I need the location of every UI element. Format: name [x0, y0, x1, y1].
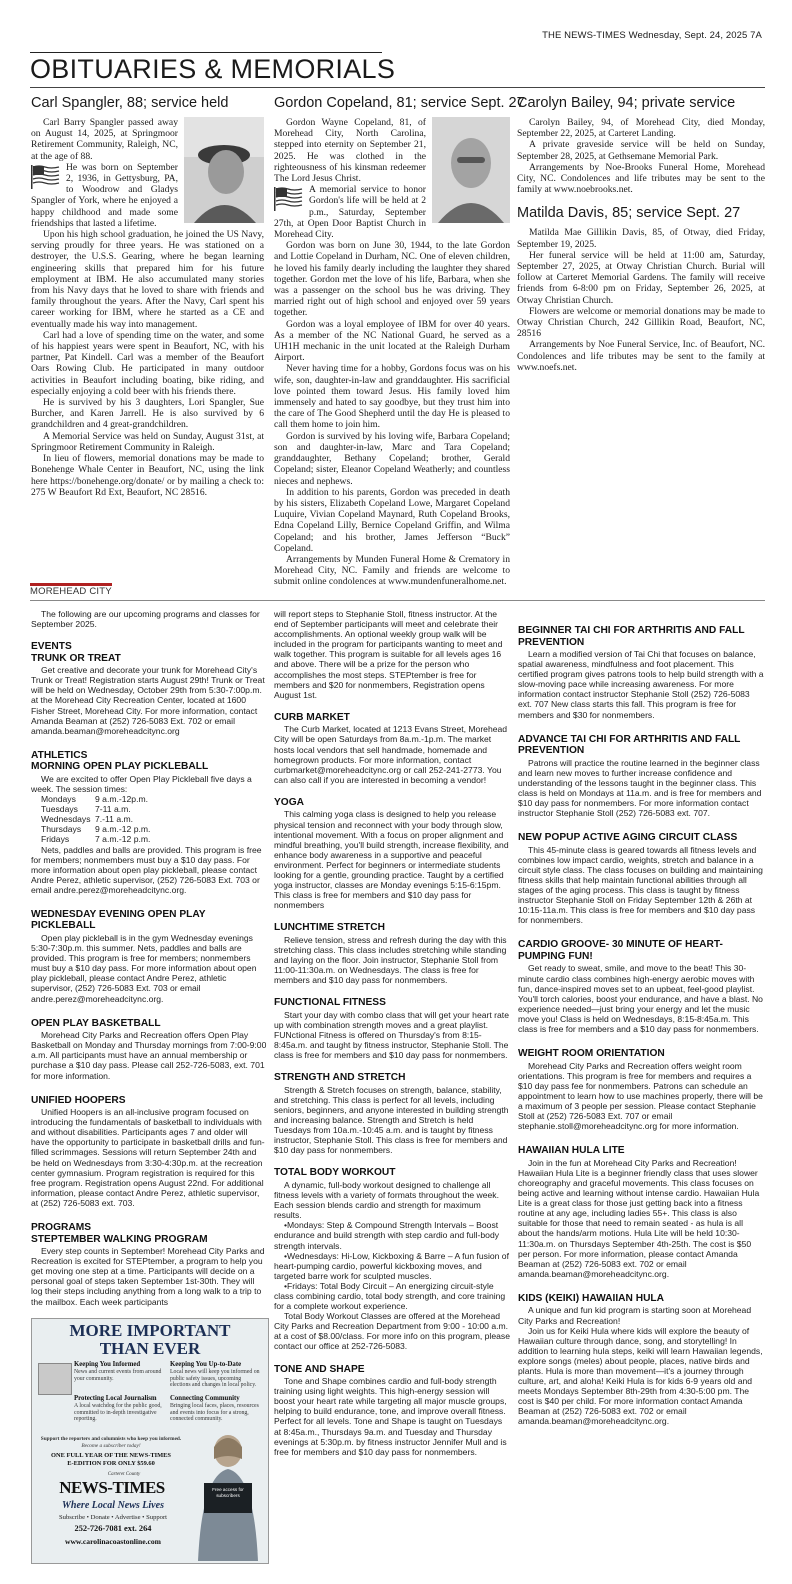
- obit-paragraph: Matilda Mae Gillikin Davis, 85, of Otway, died Friday, September 19, 2025.: [517, 227, 765, 250]
- obit-paragraph: Arrangements by Noe-Brooks Funeral Home, Morehead City, NC. Condolences and life tributes may be sent to the family at www.noebrooks.net.: [517, 161, 765, 196]
- program-title: MORNING OPEN PLAY PICKLEBALL: [31, 761, 209, 773]
- ad-feature-body: Local news will keep you informed on public safety issues, upcoming elections and changes in local policy.: [170, 1369, 260, 1389]
- program-body: A unique and fun kid program is starting soon at Morehead City Parks and Recreation!: [518, 1305, 752, 1326]
- schedule-time: 9 a.m.-12 p.m.: [95, 824, 151, 835]
- obit-paragraph: A memorial service to honor Gordon's life will be held at 2 p.m., Saturday, September 27th, at Open Door Baptist Church in Morehead City.: [274, 184, 426, 241]
- sign-text: Free access for subscribers: [212, 1487, 244, 1498]
- program-title: FUNCTIONAL FITNESS: [274, 997, 386, 1009]
- portrait-photo: [184, 117, 264, 223]
- ad-feature: [170, 1395, 262, 1423]
- program-body: This calming yoga class is designed to help you release physical tension and reconnect with your body through slow, intentional movement. With a focus on proper alignment and mindful breathing, you'll build strength, increase flexibility, and enhance body awareness in a supportive and peaceful environment. Perfect for beginners or intermediate students looking for a gentle, grounding practice. Taught by a certified yoga instructor, classes are Monday evenings 5:15-6:15pm. This class is free for members and $10 day pass for nonmembers: [274, 809, 509, 911]
- obit-paragraph: Carl Barry Spangler passed away on August 14, 2025, at Springmoor Retirement Community, Raleigh, NC, at the age of 88.: [31, 117, 178, 162]
- program-title: TRUNK OR TREAT: [31, 652, 121, 664]
- program-title: LUNCHTIME STRETCH: [274, 922, 385, 934]
- program-body: will report steps to Stephanie Stoll, fitness instructor. At the end of September participants will meet and celebrate their accomplishments. An optional weekly group walk will be included in the program for participants wanting to meet and walk together. This program is suitable for all levels ages 16 and above. There will be a prize for the person who accomplishes the most steps. STEPtember is free for members and $20 for nonmembers, Registration opens August 1st.: [274, 609, 503, 700]
- obit-headline: Matilda Davis, 85; service Sept. 27: [517, 205, 741, 222]
- obit-paragraph: Her funeral service will be held at 11:00 am, Saturday, September 27, 2025, at Otway Christian Church. Burial will follow at Carteret Memorial Gardens. The family will receive friends from 6-8:00 pm on Friday, September 26, 2025, at Otway Christian Church.: [517, 249, 765, 306]
- program-body: Patrons will practice the routine learned in the beginner class and learn new moves to further increase confidence and understanding of the lessons taught in the beginner class. This class is held on Mondays at 11a.m. and is free for members and $10 day pass for nonmembers. For more information contact instructor Stephanie Stoll (252) 726-5083 ext. 707.: [518, 757, 762, 819]
- obit-paragraph: Arrangements by Munden Funeral Home & Crematory in Morehead City, NC. Family and friends are welcome to submit online condolences at www.mundenfuneralhome.net.: [274, 553, 510, 588]
- program-title: WEDNESDAY EVENING OPEN PLAY PICKLEBALL: [31, 908, 206, 932]
- ad-website-link[interactable]: www.carolinacoastonline.com: [64, 1537, 162, 1546]
- programs-column-3: [518, 621, 764, 1427]
- newspaper-logo: NEWS-TIMES: [59, 1478, 165, 1497]
- category-heading: EVENTS: [31, 641, 72, 653]
- section-divider: [30, 600, 765, 601]
- obit-spangler: [31, 95, 264, 498]
- american-flag-icon: [274, 187, 304, 214]
- obit-paragraph: Never having time for a hobby, Gordons focus was on his wife, son, daughter-in-law and granddaughter. His sacrificial love pointed them toward Jesus. His family loved him immensely and hated to say goodbye, but they trust him into the care of The Good Shepherd until the day He is pleased to call them home to join him.: [274, 363, 510, 431]
- program-body: Start your day with combo class that will get your heart rate up with combination strength moves and a great playlist. FUNctional Fitness is offered on Thursday's from 8:15-8:45a.m. and taught by fitness instructor, Stephanie Stoll. The class is free for members and $10 day pass for nonmembers.: [274, 1009, 509, 1061]
- section-label: MOREHEAD CITY: [30, 586, 112, 597]
- category-heading: PROGRAMS: [31, 1222, 91, 1234]
- schedule-day: Mondays: [41, 794, 76, 805]
- program-title: YOGA: [274, 796, 305, 808]
- program-title: ADVANCE TAI CHI FOR ARTHRITIS AND FALL PREVENTION: [518, 733, 741, 757]
- program-body: Morehead City Parks and Recreation offers Open Play Basketball on Monday and Thursday mornings from 7:00-9:00 a.m. All participants must have an annual membership or purchase a $10 day pass. Please call 252-726-5083, ext. 701 for more information.: [31, 1030, 267, 1081]
- program-body: Total Body Workout Classes are offered at the Morehead City Parks and Recreation Department from 9:00 - 10:00 a.m. at a cost of $8.00/class. For more info on this program, please contact our office at 252-726-5083.: [274, 1311, 510, 1352]
- obit-copeland: [274, 95, 525, 588]
- program-title: TONE AND SHAPE: [274, 1363, 365, 1375]
- subscription-ad[interactable]: [31, 1318, 269, 1564]
- program-body: Nets, paddles and balls are provided. This program is free for members; nonmembers must buy a $10 day pass. For more information about open play pickleball, please contact Andre Perez, athletic supervisor, (252) 726-5083 Ext. 703 or email andre.perez@moreheadcitync.org.: [31, 844, 262, 895]
- schedule-day: Wednesdays: [41, 814, 91, 825]
- category-heading: ATHLETICS: [31, 749, 88, 761]
- ad-phone[interactable]: 252-726-7081 ext. 264: [74, 1524, 152, 1533]
- programs-column-2: [274, 609, 510, 1457]
- obit-paragraph: In addition to his parents, Gordon was preceded in death by his sisters, Elizabeth Copeland Lowe, Margaret Copeland Luquire, Vivian Copeland Maynard, Ruth Copeland Brooks, Edna Copeland Lilly, Bernice Copeland Griffin, and Wilma Copeland; and his brother, James Jefferson “Buck” Copeland.: [274, 486, 510, 554]
- ad-support-line: Support the reporters and columnists who keep you informed.: [40, 1436, 182, 1442]
- newspaper-stack-image: [38, 1363, 72, 1395]
- ad-feature-title: Protecting Local Journalism: [74, 1395, 157, 1402]
- title-rule: [30, 87, 765, 88]
- program-body: Every step counts in September! Morehead City Parks and Recreation is excited for STEPtember, a program to help you get moving one step at a time. Participants will decide on a personal goal of steps taken September 1st-30th. They will log their steps including anything from a long walk to a trip to the mailbox. Each week participants: [31, 1246, 265, 1307]
- schedule-day: Thursdays: [41, 824, 82, 835]
- schedule-day: Tuesdays: [41, 804, 78, 815]
- american-flag-icon: [31, 165, 61, 192]
- top-rule: [30, 52, 382, 53]
- schedule-list: [31, 794, 267, 844]
- program-title: UNIFIED HOOPERS: [31, 1094, 126, 1106]
- program-body: A dynamic, full-body workout designed to challenge all fitness levels with a variety of formats throughout the week. Each session blends cardio and strength for maximum results.: [274, 1179, 499, 1221]
- program-body: Get ready to sweat, smile, and move to the beat! This 30-minute cardio class combines high-energy aerobic moves with fun, dance-inspired moves set to an upbeat, feel-good playlist. You'll torch calories, boost your endurance, and have a blast. No experience needed—just bring your energy and let the music move you! Class is held on Wednesdays, 8:15-8:45a.m. This class is free for members and a $10 day pass for nonmembers.: [518, 963, 763, 1035]
- programs-column-1: [31, 609, 267, 1307]
- program-body: Tone and Shape combines cardio and full-body strength training using light weights. This high-energy session will boost your heart rate while targeting all major muscle groups, helping to build endurance, tone, and improve overall fitness. Perfect for all levels. Tone and Shape is taught on Tuesdays at 8:45a.m., Thursdays 9a.m. and Tuesday and Thursday evenings at 5:30p.m. by fitness instructor Jennifer Mull and is free for members and $10 day pass for nonmembers.: [274, 1376, 507, 1457]
- program-body: Relieve tension, stress and refresh during the day with this stretching class. This class includes stretching while standing and laying on the floor. Join instructor, Stephanie Stoll from 11:00-11:30a.m. on Wednesdays. The class is free for members and $10 day pass for nonmembers.: [274, 934, 507, 986]
- schedule-day: Fridays: [41, 834, 70, 845]
- obit-paragraph: Gordon was a loyal employee of IBM for over 40 years. As a member of the NC National Guard, he served as a UH1H mechanic in the unit located at the Raleigh Durham Airport.: [274, 318, 510, 364]
- program-body: Get creative and decorate your trunk for Morehead City's Trunk or Treat! Registration starts August 29th! Trunk or Treat will be held on Wednesday, October 29th from 5:30-7:00p.m. at the Morehead City Recreation Center, located at 1600 Fisher Street, Morehead City. For more information, contact Amanda Beaman at (252) 726-5083 Ext. 702 or email amanda.beaman@moreheadcitync.org: [31, 665, 265, 736]
- program-body: Unified Hoopers is an all-inclusive program focused on introducing the fundamentals of basketball to individuals with and without disabilities. Participants ages 7 and older will have the opportunity to participate in basketball drills and fun-filled scrimmages. Sessions will return September 24th and be held on Wednesdays from 3:30-4:30p.m. at the recreation center gymnasium. Program registration is required for this free program. Registration opens August 22nd. For additional information, please contact Andre Perez, athletic supervisor, at (252) 726-5083 ext. 703.: [31, 1107, 265, 1208]
- program-body: Strength & Stretch focuses on strength, balance, stability, and stretching. This class is perfect for all levels, including seniors, beginners, and anyone interested in building strength and increasing balance. Strength and Stretch is held Tuesdays from 10a.m.-10:45 a.m. and is taught by fitness instructor, Stephanie Stoll. This class is free for members and $10 day pass for nonmembers.: [274, 1084, 509, 1156]
- program-body: Learn a modified version of Tai Chi that focuses on balance, spatial awareness, mindfulness and foot placement. This certified program gives patrons tools to help build strength with a slow-moving pace while increasing awareness. For more information contact instructor Stephanie Stoll (252) 726-5083 ext. 707 New class starts this fall. This program is free for members and $30 for nonmembers.: [518, 649, 764, 720]
- obit-paragraph: He was born on September 2, 1936, in Gettysburg, PA, to Woodrow and Gladys Spangler of York, where he enjoyed a happy childhood and made some friendships that lasted a lifetime.: [31, 161, 178, 229]
- program-title: NEW POPUP ACTIVE AGING CIRCUIT CLASS: [518, 832, 738, 844]
- ad-support-line: Become a subscriber today!: [81, 1443, 141, 1449]
- schedule-time: 9 a.m.-12p.m.: [95, 794, 149, 805]
- program-body: Morehead City Parks and Recreation offers weight room orientations. This program is free for members and requires a $10 day pass fee for nonmembers. Patrons can schedule an appointment to learn how to use machines properly, there will be a maximum of 3 people per session. Please contact Stephanie Stoll at (252) 726-5083 Ext. 707 or email stephanie.stoll@moreheadcitync.org for more information.: [518, 1060, 763, 1132]
- ad-feature: [74, 1361, 164, 1382]
- obit-paragraph: Gordon was born on June 30, 1944, to the late Gordon and Lottie Copeland in Durham, NC. One of eleven children, he loved his family dearly including the laughter they shared together. Gordon met the love of his life, Barbara, when she was a passenger on the school bus he was driving. They married right out of high school and enjoyed over 59 years together.: [274, 240, 510, 319]
- program-title: WEIGHT ROOM ORIENTATION: [518, 1048, 665, 1060]
- program-body: Join in the fun at Morehead City Parks and Recreation! Hawaiian Hula Lite is a beginner friendly class that uses slower choreography and graceful movements. This class focuses on being active and learning without intense cardio. Hawaiian Hula Lite is a great class for those just getting back into a fitness routine at any age, including ladies 55+. This class is also suitable for those that need to remain seated - as hula is all about the hands/arm motions. Hula Lite will be held 10:30-11:30a.m. on Thursdays September 4th-25th. The cost is $50 per person. For more information, please contact Amanda Beaman at (252) 726-5083 ext. 702 or email amanda.beaman@moreheadcitync.org.: [518, 1157, 760, 1279]
- ad-offer: E-EDITION FOR ONLY $59.60: [67, 1460, 155, 1467]
- program-body: •Mondays: Step & Compound Strength Intervals – Boost endurance and build strength with step cardio and full-body strength intervals.: [274, 1220, 500, 1251]
- intro-text: The following are our upcoming programs and classes for September 2025.: [31, 609, 260, 630]
- ad-headline: MORE IMPORTANT: [69, 1321, 231, 1340]
- ad-feature-title: Keeping You Up-to-Date: [170, 1361, 242, 1368]
- ad-feature-title: Connecting Community: [170, 1395, 240, 1402]
- obit-headline: Carolyn Bailey, 94; private service: [517, 95, 736, 111]
- woman-holding-sign-image: [192, 1429, 262, 1561]
- obit-paragraph: He is survived by his 3 daughters, Lori Spangler, Sue Burcher, and Karen Jarrell. He is also survived by 6 grandchildren and 4 great-grandchildren.: [31, 397, 264, 431]
- ad-feature: [74, 1395, 164, 1423]
- obit-headline: Carl Spangler, 88; service held: [31, 95, 229, 111]
- obit-paragraph: Carolyn Bailey, 94, of Morehead City, died Monday, September 22, 2025, at Carteret Landing.: [517, 117, 765, 140]
- masthead-small: Carteret County: [107, 1472, 141, 1477]
- obit-paragraph: Flowers are welcome or memorial donations may be made to Otway Christian Church, 242 Gillikin Road, Beaufort, NC, 28516: [517, 305, 765, 340]
- program-body: •Fridays: Total Body Circuit – An energizing circuit-style class combining cardio, total body strength, and core training for a complete workout experience.: [274, 1280, 506, 1312]
- ad-actions: Subscribe • Donate • Advertise • Support: [58, 1514, 167, 1521]
- ad-feature-body: A local watchdog for the public good, committed to in-depth investigative reporting.: [74, 1403, 162, 1423]
- ad-offer: ONE FULL YEAR OF THE NEWS-TIMES: [51, 1452, 171, 1459]
- obit-paragraph: Upon his high school graduation, he joined the US Navy, serving proudly for three years. He was stationed on a destroyer, the U.S.S. Gearing, where he began learning engineering skills that prepared him for his future employment at IBM. He also accumulated many stories from his Navy days that he loved to share with friends and family throughout the years. After the Navy, Carl spent his career working for IBM, where he started as a CE and eventually made his way into management.: [31, 229, 264, 330]
- program-title: OPEN PLAY BASKETBALL: [31, 1017, 161, 1029]
- program-title: STEPTEMBER WALKING PROGRAM: [31, 1233, 208, 1245]
- schedule-time: 7 a.m.-12 p.m.: [95, 834, 151, 845]
- schedule-time: 7-11 a.m.: [95, 804, 131, 815]
- ad-tagline: Where Local News Lives: [62, 1500, 164, 1511]
- program-title: BEGINNER TAI CHI FOR ARTHRITIS AND FALL PREVENTION: [518, 625, 745, 648]
- obit-paragraph: Carl had a love of spending time on the water, and some of his happiest years were spent in Beaufort, NC, with his partner, Pat Kindell. Carl was a member of the Beaufort Oars Rowing Club. He participated in many outdoor activities in Beaufort including boating, bike riding, and especially enjoying a cold beer with his friends there.: [31, 329, 264, 397]
- program-body: We are excited to offer Open Play Pickleball five days a week. The session times:: [31, 773, 252, 794]
- obit-paragraph: A Memorial Service was held on Sunday, August 31st, at Springmoor Retirement Community in Raleigh.: [31, 430, 264, 453]
- program-body: This 45-minute class is geared towards all fitness levels and combines low impact cardio, weights, stretch and balance in a circuit style class. The class focuses on building and maintaining fitness skills that help maintain functional abilities through all stages of the aging process. This class is taught by fitness instructor Stephanie Stoll on Friday September 12th & 26th at 10:15-11a.m. This class is free for members and $10 day pass for nonmembers.: [518, 844, 763, 926]
- ad-feature: [170, 1361, 262, 1389]
- ad-feature-title: Keeping You Informed: [74, 1361, 141, 1368]
- obit-paragraph: Arrangements by Noe Funeral Service, Inc. of Beaufort, NC. Condolences and life tributes may be sent to the family at www.noefs.net.: [517, 339, 765, 373]
- obit-headline: Gordon Copeland, 81; service Sept. 27: [274, 95, 525, 111]
- program-title: HAWAIIAN HULA LITE: [518, 1145, 625, 1157]
- ad-feature-body: News and current events from around your community.: [74, 1369, 162, 1382]
- obit-bailey: [517, 95, 765, 373]
- program-title: KIDS (KEIKI) HAWAIIAN HULA: [518, 1292, 665, 1304]
- schedule-time: 7.-11 a.m.: [95, 814, 134, 825]
- program-title: CARDIO GROOVE- 30 MINUTE OF HEART-PUMPING FUN!: [518, 939, 723, 962]
- ad-feature-body: Bringing local faces, places, resources and events into focus for a strong, connected community.: [170, 1403, 259, 1423]
- program-body: Open play pickleball is in the gym Wednesday evenings 5:30-7:30p.m. this summer. Nets, paddles and balls are provided. This program is free for members; nonmembers must buy a $10 day pass. For more information about open play pickleball, please contact Andre Perez, athletic supervisor, (252) 726-5083 Ext. 703 or email andre.perez@moreheadcitync.org.: [31, 932, 257, 1004]
- obit-paragraph: Gordon is survived by his loving wife, Barbara Copeland; son and daughter-in-law, Marc and Tara Copeland; granddaughter, Bethany Copeland; brother, Gerald Copeland; sister, Eleanor Copeland Weatherly; and countless nieces and nephews.: [274, 430, 510, 487]
- ad-headline: THAN EVER: [99, 1339, 201, 1358]
- obit-paragraph: A private graveside service will be held on Sunday, September 28, 2025, at Gethsemane Memorial Park.: [517, 139, 765, 162]
- program-body: •Wednesdays: Hi-Low, Kickboxing & Barre – A fun fusion of heart-pumping cardio, powerful kickboxing moves, and targeted barre work for sculpted muscles.: [274, 1250, 509, 1281]
- portrait-photo: [432, 117, 510, 223]
- program-title: CURB MARKET: [274, 711, 350, 723]
- page-folio: THE NEWS-TIMES Wednesday, Sept. 24, 2025 7A: [542, 30, 762, 41]
- obit-paragraph: In lieu of flowers, memorial donations may be made to Bonehenge Whale Center in Beaufort, NC, using the link here https://bonehenge.org/donate/ or by mailing a check to: 275 W Beaufort Rd Ext, Beaufort, NC 28516.: [31, 453, 264, 498]
- section-title: OBITUARIES & MEMORIALS: [30, 54, 396, 84]
- obit-paragraph: Gordon Wayne Copeland, 81, of Morehead City, North Carolina, stepped into eternity on September 21, 2025. He was clothed in the righteousness of his kinsman redeemer The Lord Jesus Christ.: [274, 117, 426, 185]
- program-body: The Curb Market, located at 1213 Evans Street, Morehead City will be open Saturdays from 8a.m.-1p.m. The market hosts local vendors that sell handmade, homemade and homegrown products. For more information, contact curbmarket@moreheadcitync.org or call 252-241-2773. You can also call if you are interested in becoming a vendor!: [274, 724, 508, 785]
- program-body: Join us for Keiki Hula where kids will explore the beauty of Hawaiian culture through dance, song, and storytelling! In addition to learning hula steps, keiki will learn Hawaiian legends, explore songs (meles) about people, places, native birds and plants. Hula is more than movement—it's a journey through culture, art, and aloha! Keiki Hula is for kids 6-9 years old and meets Mondays September 8th-29th from 4:30-5:00 pm. The cost is $40 per child. For more information contact Amanda Beaman at (252) 726-5083 ext. 702 or email amanda.beaman@moreheadcitync.org.: [518, 1325, 763, 1427]
- program-title: TOTAL BODY WORKOUT: [274, 1167, 396, 1179]
- program-title: STRENGTH AND STRETCH: [274, 1072, 406, 1084]
